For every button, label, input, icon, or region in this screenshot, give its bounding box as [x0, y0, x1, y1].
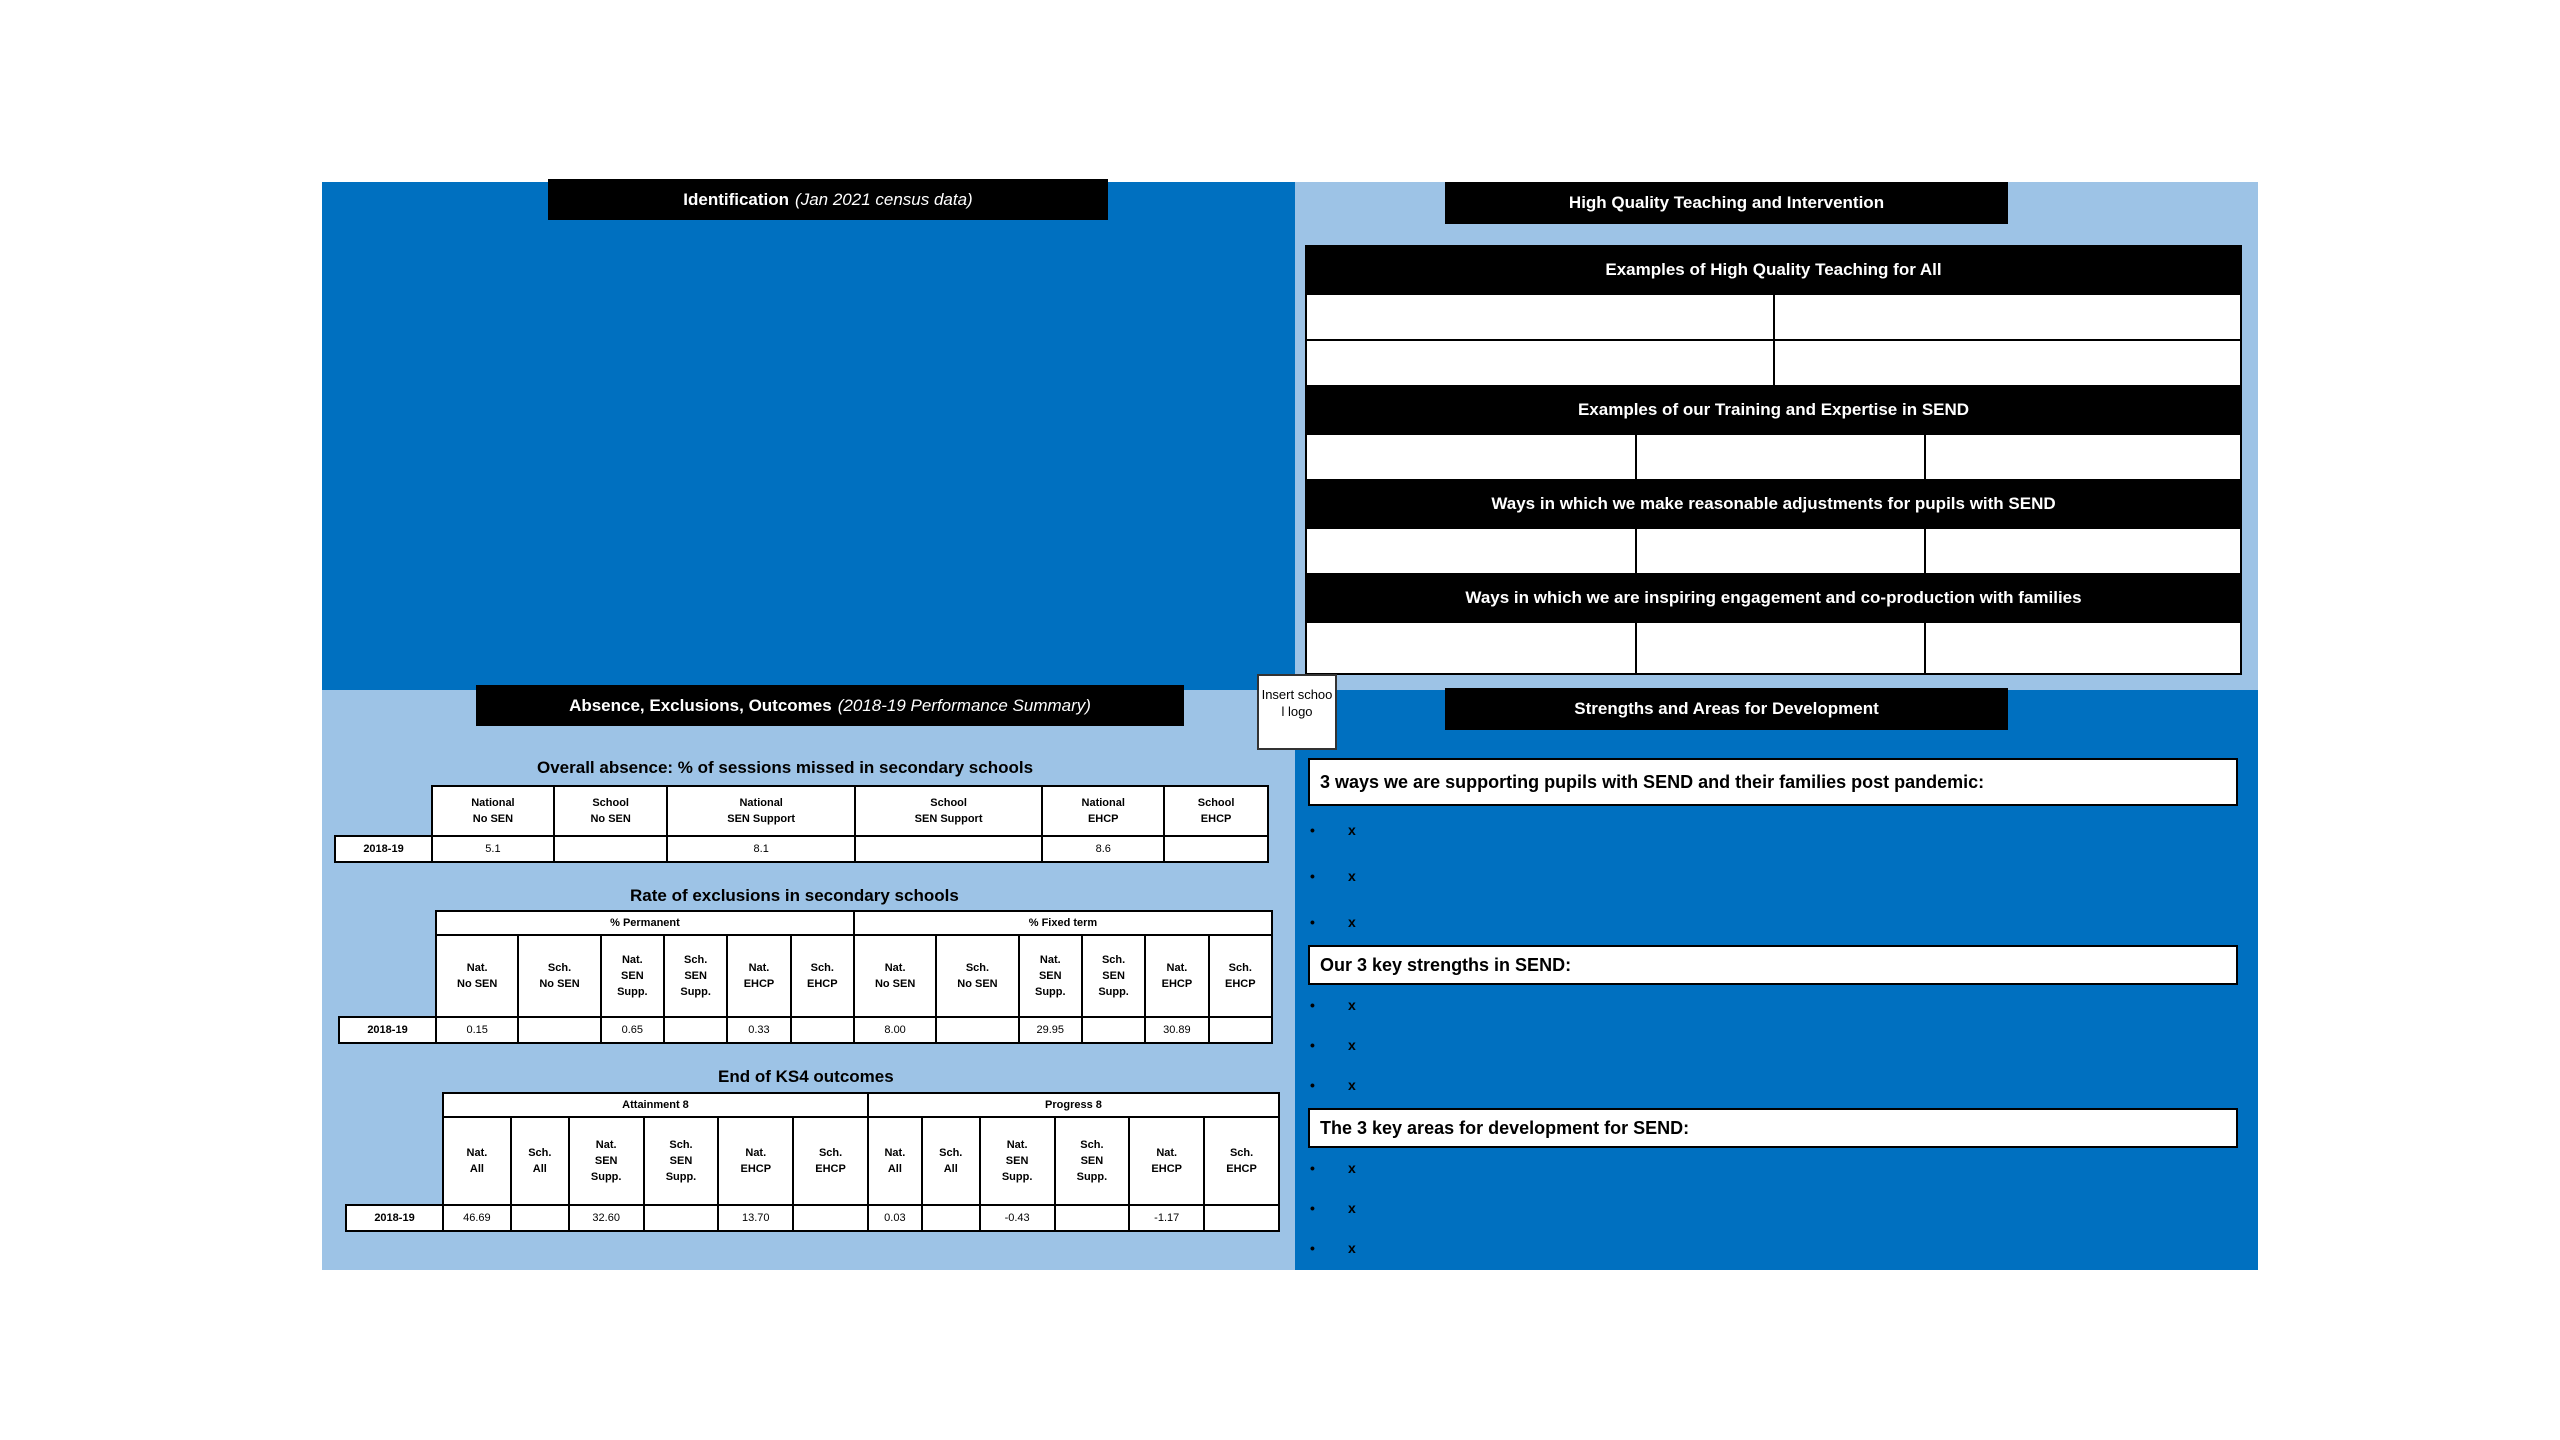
- header-line: Nat.: [748, 962, 770, 974]
- bullet-dot: •: [1310, 1240, 1315, 1256]
- identification-panel: [322, 182, 1295, 690]
- header-line: Nat.: [1156, 1147, 1178, 1159]
- header-line: SEN Support: [914, 813, 983, 825]
- header-line: No SEN: [957, 978, 998, 990]
- table-row: [335, 836, 1268, 862]
- column-header: [1042, 786, 1164, 836]
- header-row: [339, 935, 1272, 1017]
- blank-cell: [346, 1093, 443, 1117]
- column-header: [1082, 935, 1145, 1017]
- header-line: Supp.: [1035, 986, 1066, 998]
- value-cell[interactable]: [1055, 1205, 1130, 1231]
- bullet-dot: •: [1310, 822, 1315, 838]
- group-header-row: [339, 911, 1272, 935]
- header-line: Supp.: [665, 1171, 697, 1183]
- bullet-mark: x: [1348, 1240, 1356, 1256]
- header-line: All: [887, 1163, 902, 1175]
- header-line: EHCP: [1151, 1163, 1182, 1175]
- column-header: [854, 935, 936, 1017]
- header-line: Sch.: [528, 1147, 552, 1159]
- year-cell: 2018-19: [335, 836, 432, 862]
- header-line: Nat.: [884, 1147, 906, 1159]
- header-line: EHCP: [807, 978, 838, 990]
- hq-row: [1307, 293, 2240, 339]
- value-cell[interactable]: 5.1: [432, 836, 554, 862]
- bullet-dot: •: [1310, 914, 1315, 930]
- header-line: SEN: [669, 1155, 693, 1167]
- value-cell[interactable]: 8.6: [1042, 836, 1164, 862]
- group-header: Attainment 8: [443, 1093, 868, 1117]
- outcomes-subtitle: (2018-19 Performance Summary): [837, 695, 1091, 715]
- header-line: All: [532, 1163, 547, 1175]
- hq-banner: [1445, 182, 2008, 224]
- value-cell[interactable]: [644, 1205, 719, 1231]
- hq-cell[interactable]: [1635, 435, 1924, 479]
- hq-cell[interactable]: [1307, 295, 1773, 339]
- outcomes-title: Absence, Exclusions, Outcomes: [569, 695, 832, 715]
- value-cell[interactable]: 0.15: [436, 1017, 518, 1043]
- header-line: Nat.: [621, 954, 643, 966]
- bullet-mark: x: [1348, 1160, 1356, 1176]
- header-line: No SEN: [472, 813, 514, 825]
- header-line: Sch.: [1080, 1139, 1104, 1151]
- hq-cell[interactable]: [1307, 623, 1635, 673]
- bullet-dot: •: [1310, 997, 1315, 1013]
- hq-section-heading: Ways in which we are inspiring engagement and co-production with families: [1307, 573, 2240, 621]
- exclusions-title: Rate of exclusions in secondary schools: [630, 886, 959, 905]
- column-header: [1164, 786, 1268, 836]
- header-line: SEN: [1080, 1155, 1104, 1167]
- absence-title: Overall absence: % of sessions missed in secondary schools: [537, 758, 1034, 777]
- header-line: Sch.: [810, 962, 834, 974]
- hq-cell[interactable]: [1635, 529, 1924, 573]
- header-line: Sch.: [547, 962, 572, 974]
- hq-section-heading: Examples of High Quality Teaching for All: [1307, 247, 2240, 293]
- value-cell[interactable]: [554, 836, 668, 862]
- bullet-mark: x: [1348, 1200, 1356, 1216]
- header-line: National: [471, 797, 515, 809]
- ks4-table: [345, 1092, 1280, 1232]
- bullet-dot: •: [1310, 1077, 1315, 1093]
- group-header: % Permanent: [436, 911, 854, 935]
- header-line: SEN: [684, 970, 707, 982]
- header-line: Sch.: [1101, 954, 1126, 966]
- bullet-dot: •: [1310, 1037, 1315, 1053]
- hq-cell[interactable]: [1307, 341, 1773, 385]
- value-cell[interactable]: [664, 1017, 727, 1043]
- value-cell[interactable]: 8.1: [667, 836, 854, 862]
- column-header: [644, 1117, 719, 1205]
- absence-table: [334, 785, 1269, 863]
- pandemic-support-box: [1308, 758, 2238, 806]
- header-line: Nat.: [745, 1147, 767, 1159]
- value-cell[interactable]: [791, 1017, 854, 1043]
- header-line: Nat.: [1006, 1139, 1028, 1151]
- value-cell[interactable]: 46.69: [443, 1205, 511, 1231]
- column-header: [436, 935, 518, 1017]
- value-cell[interactable]: 32.60: [569, 1205, 644, 1231]
- school-logo-placeholder[interactable]: Insert schoo l logo: [1257, 674, 1337, 750]
- bullet-dot: •: [1310, 1200, 1315, 1216]
- value-cell[interactable]: 30.89: [1145, 1017, 1208, 1043]
- header-line: SEN: [1038, 970, 1062, 982]
- header-line: EHCP: [1225, 978, 1256, 990]
- blank-cell: [335, 786, 432, 836]
- hq-row: [1307, 339, 2240, 385]
- hq-row: [1307, 621, 2240, 673]
- header-line: SEN: [1005, 1155, 1029, 1167]
- year-cell: 2018-19: [339, 1017, 436, 1043]
- header-line: Nat.: [595, 1139, 617, 1151]
- strengths-banner: [1445, 688, 2008, 730]
- header-line: EHCP: [743, 978, 775, 990]
- header-line: SEN: [1102, 970, 1125, 982]
- value-cell[interactable]: [1204, 1205, 1279, 1231]
- header-line: SEN: [594, 1155, 618, 1167]
- header-line: National: [1081, 797, 1125, 809]
- bullet-mark: x: [1348, 914, 1356, 930]
- column-header: [793, 1117, 868, 1205]
- column-header: [868, 1117, 922, 1205]
- column-header: [980, 1117, 1055, 1205]
- header-line: Nat.: [884, 962, 906, 974]
- header-line: No SEN: [874, 978, 916, 990]
- header-line: School: [592, 797, 629, 809]
- value-cell[interactable]: [511, 1205, 569, 1231]
- header-line: Supp.: [680, 986, 711, 998]
- identification-banner: [548, 179, 1108, 220]
- value-cell[interactable]: [922, 1205, 980, 1231]
- column-header: [1204, 1117, 1279, 1205]
- header-line: All: [469, 1163, 484, 1175]
- table-row: [339, 1017, 1272, 1043]
- group-header-row: [346, 1093, 1279, 1117]
- header-line: National: [739, 797, 783, 809]
- value-cell[interactable]: 13.70: [718, 1205, 793, 1231]
- column-header: [443, 1117, 511, 1205]
- header-line: Supp.: [1001, 1171, 1033, 1183]
- header-line: EHCP: [1087, 813, 1119, 825]
- value-cell[interactable]: 0.03: [868, 1205, 922, 1231]
- column-header: [601, 935, 664, 1017]
- exclusions-table: [338, 910, 1273, 1044]
- header-line: Nat.: [466, 962, 488, 974]
- blank-cell: [339, 911, 436, 935]
- hq-cell[interactable]: [1773, 341, 2241, 385]
- identification-title: Identification: [683, 189, 790, 209]
- value-cell[interactable]: 8.00: [854, 1017, 936, 1043]
- column-header: [569, 1117, 644, 1205]
- column-header: [936, 935, 1018, 1017]
- group-header: % Fixed term: [854, 911, 1272, 935]
- value-cell[interactable]: [855, 836, 1042, 862]
- value-cell[interactable]: [936, 1017, 1018, 1043]
- column-header: [1145, 935, 1208, 1017]
- development-areas-box: [1308, 1108, 2238, 1148]
- hq-section-heading: Examples of our Training and Expertise in SEND: [1307, 385, 2240, 433]
- hq-table: [1305, 245, 2242, 675]
- column-header: [727, 935, 790, 1017]
- value-cell[interactable]: [518, 1017, 600, 1043]
- header-line: School: [1197, 797, 1235, 809]
- header-line: EHCP: [815, 1163, 846, 1175]
- column-header: [855, 786, 1042, 836]
- header-line: School: [930, 797, 967, 809]
- header-line: Sch.: [684, 954, 708, 966]
- header-row: [335, 786, 1268, 836]
- header-line: SEN: [621, 970, 644, 982]
- identification-subtitle: (Jan 2021 census data): [795, 189, 973, 209]
- header-line: EHCP: [1226, 1163, 1257, 1175]
- outcomes-banner: [476, 685, 1184, 726]
- hq-title: High Quality Teaching and Intervention: [1568, 193, 1885, 212]
- key-strengths-label: Our 3 key strengths in SEND:: [1320, 954, 1572, 975]
- header-line: Sch.: [818, 1147, 843, 1159]
- hq-cell[interactable]: [1924, 529, 2240, 573]
- column-header: [511, 1117, 569, 1205]
- bullet-dot: •: [1310, 1160, 1315, 1176]
- hq-cell[interactable]: [1635, 623, 1924, 673]
- hq-cell[interactable]: [1307, 529, 1635, 573]
- header-line: No SEN: [539, 978, 580, 990]
- group-header: Progress 8: [868, 1093, 1279, 1117]
- year-cell: 2018-19: [346, 1205, 443, 1231]
- header-line: Sch.: [1228, 962, 1252, 974]
- header-line: Sch.: [1229, 1147, 1254, 1159]
- header-line: All: [943, 1163, 958, 1175]
- hq-cell[interactable]: [1307, 435, 1635, 479]
- blank-cell: [339, 935, 436, 1017]
- header-line: Supp.: [617, 986, 648, 998]
- column-header: [922, 1117, 980, 1205]
- column-header: [518, 935, 600, 1017]
- header-line: EHCP: [1200, 813, 1232, 825]
- value-cell[interactable]: [1164, 836, 1268, 862]
- header-row: [346, 1117, 1279, 1205]
- column-header: [432, 786, 554, 836]
- bullet-mark: x: [1348, 822, 1356, 838]
- header-line: Nat.: [466, 1147, 488, 1159]
- bullet-dot: •: [1310, 868, 1315, 884]
- header-line: Supp.: [1076, 1171, 1108, 1183]
- header-line: SEN Support: [727, 813, 796, 825]
- blank-cell: [346, 1117, 443, 1205]
- value-cell[interactable]: [793, 1205, 868, 1231]
- header-line: EHCP: [740, 1163, 772, 1175]
- column-header: [791, 935, 854, 1017]
- column-header: [1209, 935, 1272, 1017]
- header-line: No SEN: [590, 813, 631, 825]
- bullet-mark: x: [1348, 868, 1356, 884]
- strengths-title: Strengths and Areas for Development: [1574, 699, 1879, 718]
- table-row: [346, 1205, 1279, 1231]
- value-cell[interactable]: [1082, 1017, 1145, 1043]
- column-header: [1019, 935, 1082, 1017]
- header-line: No SEN: [457, 978, 498, 990]
- column-header: [664, 935, 727, 1017]
- key-strengths-box: [1308, 945, 2238, 985]
- bullet-mark: x: [1348, 1037, 1356, 1053]
- header-line: Supp.: [590, 1171, 622, 1183]
- value-cell[interactable]: -1.17: [1129, 1205, 1204, 1231]
- hq-section-heading: Ways in which we make reasonable adjustments for pupils with SEND: [1307, 479, 2240, 527]
- pandemic-support-label: 3 ways we are supporting pupils with SEND and their families post pandemic:: [1320, 771, 1985, 792]
- header-line: Sch.: [669, 1139, 693, 1151]
- value-cell[interactable]: 0.33: [727, 1017, 790, 1043]
- header-line: Nat.: [1039, 954, 1061, 966]
- column-header: [554, 786, 668, 836]
- hq-cell[interactable]: [1924, 623, 2240, 673]
- header-line: Supp.: [1098, 986, 1129, 998]
- value-cell[interactable]: 0.65: [601, 1017, 664, 1043]
- ks4-title: End of KS4 outcomes: [718, 1067, 894, 1086]
- value-cell[interactable]: 29.95: [1019, 1017, 1082, 1043]
- column-header: [1129, 1117, 1204, 1205]
- bullet-mark: x: [1348, 1077, 1356, 1093]
- header-line: EHCP: [1161, 978, 1193, 990]
- column-header: [667, 786, 854, 836]
- header-line: Nat.: [1166, 962, 1188, 974]
- development-areas-label: The 3 key areas for development for SEND:: [1320, 1117, 1690, 1138]
- value-cell[interactable]: [1209, 1017, 1272, 1043]
- hq-cell[interactable]: [1773, 295, 2241, 339]
- hq-cell[interactable]: [1924, 435, 2240, 479]
- column-header: [718, 1117, 793, 1205]
- value-cell[interactable]: -0.43: [980, 1205, 1055, 1231]
- header-line: Sch.: [939, 1147, 963, 1159]
- hq-row: [1307, 433, 2240, 479]
- header-line: Sch.: [965, 962, 990, 974]
- column-header: [1055, 1117, 1130, 1205]
- bullet-mark: x: [1348, 997, 1356, 1013]
- hq-row: [1307, 527, 2240, 573]
